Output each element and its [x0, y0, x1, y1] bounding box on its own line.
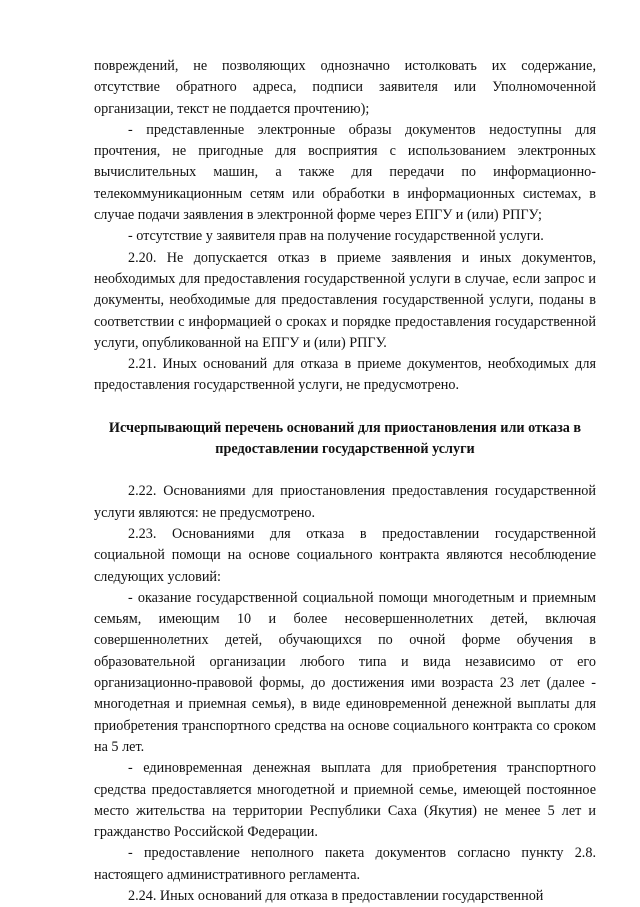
paragraph-continuation: повреждений, не позволяющих однозначно истолковать их содержание, отсутствие обратного адреса, подписи заявителя или Уполномоченной организации, текст не поддается прочтению); [94, 58, 596, 117]
paragraph-one-time-payment: - единовременная денежная выплата для приобретения транспортного средства предоставляется многодетной и приемной семье, имеющей постоянное место жительства на территории Республики Саха (Якутия) не менее 5 лет и гражданство Российской Федерации. [94, 760, 596, 841]
paragraph-large-families: - оказание государственной социальной помощи многодетным и приемным семьям, имеющим 10 и более несовершеннолетних детей, включая совершеннолетних детей, обучающихся по очной форме обучения в образовательной организации любого типа и вида независимо от его организационно-правовой формы, до достижения ими возраста 23 лет (далее - многодетная и приемная семья), в виде единовременной денежной выплаты для приобретения транспортного средства на основе социального контракта со сроком на 5 лет. [94, 589, 596, 755]
paragraph-electronic-images: - представленные электронные образы документов недоступны для прочтения, не пригодные для восприятия с использованием электронных вычислительных машин, а также для передачи по информационно-телекоммуникационным сетям или обработки в информационных системах, в случае подачи заявления в электронной форме через ЕПГУ и (или) РПГУ; [94, 121, 596, 224]
paragraph-incomplete-package: - предоставление неполного пакета документов согласно пункту 2.8. настоящего административного регламента. [94, 845, 596, 883]
paragraph-2-23: 2.23. Основаниями для отказа в предоставлении государственной социальной помощи на основе социального контракта являются несоблюдение следующих условий: [94, 525, 596, 585]
paragraph-no-rights: - отсутствие у заявителя прав на получение государственной услуги. [128, 228, 544, 245]
section-heading: Исчерпывающий перечень оснований для приостановления или отказа в предоставлении государственной услуги [108, 419, 582, 458]
paragraph-2-21: 2.21. Иных оснований для отказа в приеме документов, необходимых для предоставления государственной услуги, не предусмотрено. [94, 356, 596, 394]
paragraph-2-22: 2.22. Основаниями для приостановления предоставления государственной услуги являются: не предусмотрено. [94, 483, 596, 521]
paragraph-2-24: 2.24. Иных оснований для отказа в предоставлении государственной [128, 887, 544, 904]
paragraph-2-20: 2.20. Не допускается отказ в приеме заявления и иных документов, необходимых для предоставления государственной услуги в случае, если запрос и документы, необходимые для предоставления государственной услуги, поданы в соответствии с информацией о сроках и порядке предоставления государственной услуги, опубликованной на ЕПГУ и (или) РПГУ. [94, 249, 596, 351]
